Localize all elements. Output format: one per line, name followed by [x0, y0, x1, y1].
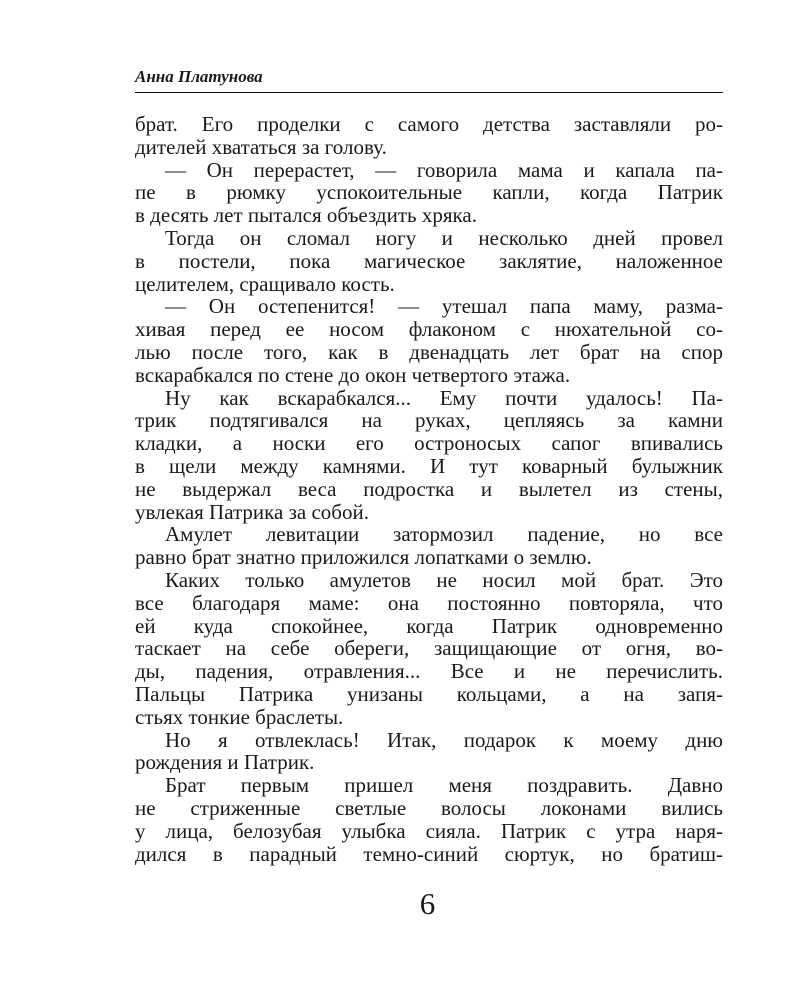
text-line: Ну как вскарабкался... Ему почти удалось! Па- [165, 385, 723, 410]
text-line: стьях тонкие браслеты. [135, 704, 344, 729]
text-line: лью после того, как в двенадцать лет брат на спор [135, 339, 723, 364]
text-line: Тогда он сломал ногу и несколько дней провел [165, 225, 723, 250]
running-header [135, 66, 723, 93]
text-line: у лица, белозубая улыбка сияла. Патрик с утра наря- [135, 818, 723, 843]
text-line: увлекая Патрика за собой. [135, 499, 369, 524]
header-author: Анна Платунова [135, 67, 263, 86]
text-line: Но я отвлеклась! Итак, подарок к моему дню [165, 727, 723, 752]
text-line: пе в рюмку успокоительные капли, когда Патрик [135, 180, 723, 205]
text-line: ды, падения, отравления... Все и не перечислить. [135, 659, 723, 684]
text-line: таскает на себе обереги, защищающие от огня, во- [135, 636, 723, 661]
text-line: хивая перед ее носом флаконом с нюхательной со- [135, 317, 723, 342]
text-line: не стриженные светлые волосы локонами вились [135, 795, 723, 820]
text-line: — Он перерастет, — говорила мама и капала па- [165, 157, 723, 182]
text-line: вскарабкался по стене до окон четвертого этажа. [135, 362, 571, 387]
text-line: брат. Его проделки с самого детства заставляли ро- [135, 112, 723, 136]
text-line: дителей хвататься за голову. [135, 134, 387, 159]
text-line: — Он остепенится! — утешал папа маму, разма- [165, 294, 723, 319]
text-line: кладки, а носки его остроносых сапог впивались [135, 431, 723, 456]
text-line: целителем, сращивало кость. [135, 271, 395, 296]
text-line: Брат первым пришел меня поздравить. Давно [165, 773, 723, 798]
text-line: Пальцы Патрика унизаны кольцами, а на запя- [135, 681, 723, 706]
text-line: равно брат знатно приложился лопатками о землю. [135, 545, 592, 570]
text-line: не выдержал веса подростка и вылетел из стены, [135, 476, 723, 501]
text-line: Каких только амулетов не носил мой брат. Это [165, 567, 723, 592]
page-number: 6 [419, 886, 436, 921]
page-body-text [135, 113, 723, 865]
text-line: трик подтягивался на руках, цепляясь за камни [135, 408, 723, 433]
text-line: рождения и Патрик. [135, 750, 315, 775]
text-line: ей куда спокойнее, когда Патрик одновременно [135, 613, 723, 638]
text-line: в десять лет пытался объездить хряка. [135, 203, 477, 228]
text-line: все благодаря маме: она постоянно повторяла, что [135, 590, 723, 615]
text-line: дился в парадный темно-синий сюртук, но братиш- [135, 841, 723, 866]
text-line: в щели между камнями. И тут коварный булыжник [135, 453, 723, 478]
text-line: в постели, пока магическое заклятие, наложенное [135, 248, 723, 273]
text-line: Амулет левитации затормозил падение, но все [165, 522, 723, 547]
